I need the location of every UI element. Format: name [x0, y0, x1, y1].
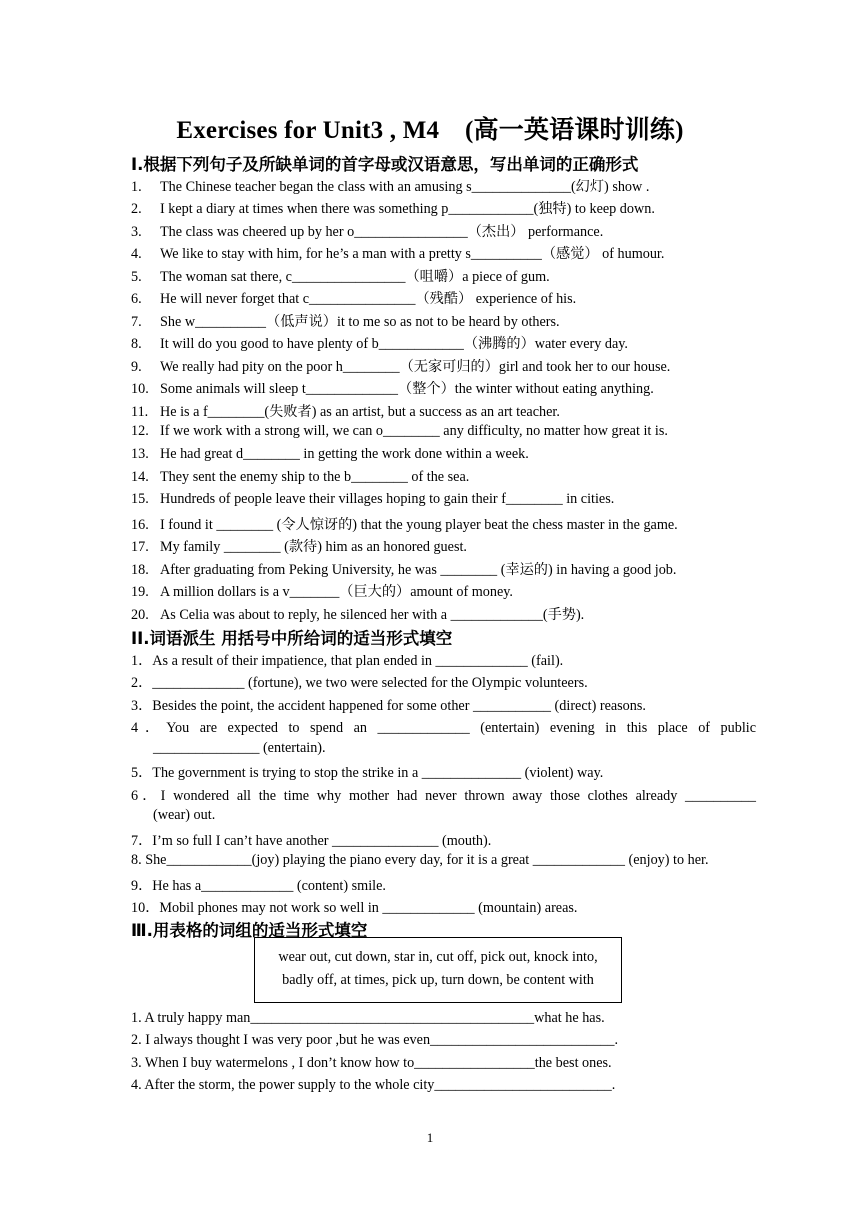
exercise-item: 4．You are expected to spend an _____________ (entertain) evening in this place of public [131, 720, 756, 736]
item-number: 13. [131, 446, 149, 462]
phrase-box-line: wear out, cut down, star in, cut off, pick out, knock into, [278, 949, 598, 965]
exercise-item: 5．The government is trying to stop the strike in a ______________ (violent) way. [131, 765, 604, 781]
item-number: 2. [131, 201, 142, 217]
section-2-heading: II.词语派生 用括号中所给词的适当形式填空 [131, 629, 453, 648]
item-text: He will never forget that c_______________（残酷） experience of his. [160, 291, 577, 307]
item-number: 1. [131, 179, 142, 195]
exercise-item-continuation: (wear) out. [153, 807, 216, 823]
exercise-item [131, 423, 756, 440]
item-number: 17. [131, 539, 149, 555]
page-title: Exercises for Unit3 , M4 (高一英语课时训练) [176, 117, 684, 144]
item-text: Some animals will sleep t_____________（整个）the winter without eating anything. [160, 381, 654, 397]
item-text: The Chinese teacher began the class with an amusing s______________(幻灯) show . [160, 179, 650, 195]
item-text: They sent the enemy ship to the b________ of the sea. [160, 469, 470, 485]
item-text: He had great d________ in getting the work done within a week. [160, 446, 529, 462]
exercise-item [131, 378, 756, 398]
exercise-item [131, 491, 756, 508]
section-1-heading: I.根据下列句子及所缺单词的首字母或汉语意思，写出单词的正确形式 [131, 155, 639, 174]
exercise-item: 2．_____________ (fortune), we two were selected for the Olympic volunteers. [131, 675, 588, 691]
item-text: Hundreds of people leave their villages hoping to gain their f________ in cities. [160, 491, 615, 507]
exercise-item-continuation: _______________ (entertain). [153, 740, 326, 756]
exercise-item [131, 581, 756, 601]
exercise-item [131, 221, 756, 241]
item-text: We really had pity on the poor h________（无家可归的）girl and took her to our house. [160, 359, 671, 375]
exercise-item [131, 333, 756, 353]
item-number: 20. [131, 607, 149, 623]
item-number: 3. [131, 224, 142, 240]
exercise-item: 9．He has a_____________ (content) smile. [131, 878, 386, 894]
item-number: 7. [131, 314, 142, 330]
section-3-heading: Ⅲ.用表格的词组的适当形式填空 [131, 921, 368, 940]
item-text: A million dollars is a v_______（巨大的）amount of money. [160, 584, 513, 600]
item-number: 14. [131, 469, 149, 485]
exercise-item [131, 559, 756, 579]
item-number: 9. [131, 359, 142, 375]
item-text: The woman sat there, c________________（咀嚼）a piece of gum. [160, 269, 550, 285]
item-number: 6. [131, 291, 142, 307]
exercise-item: 4. After the storm, the power supply to the whole city_________________________. [131, 1077, 616, 1093]
item-number: 8. [131, 336, 142, 352]
exercise-item: 1．As a result of their impatience, that plan ended in _____________ (fail). [131, 653, 564, 669]
exercise-item [131, 536, 756, 556]
item-text: The class was cheered up by her o________________（杰出） performance. [160, 224, 604, 240]
exercise-item: 2. I always thought I was very poor ,but he was even__________________________. [131, 1032, 619, 1048]
item-text: My family ________ (款待) him as an honored guest. [160, 539, 467, 555]
item-text: I kept a diary at times when there was something p____________(独特) to keep down. [160, 201, 655, 217]
item-number: 18. [131, 562, 149, 578]
item-text: We like to stay with him, for he’s a man with a pretty s__________（感觉） of humour. [160, 246, 665, 262]
item-number: 4. [131, 246, 142, 262]
exercise-item [131, 604, 756, 624]
exercise-item [131, 401, 756, 421]
item-number: 10. [131, 381, 149, 397]
item-text: I found it ________ (令人惊讶的) that the young player beat the chess master in the game. [160, 517, 678, 533]
exercise-item [131, 446, 756, 463]
exercise-item [131, 176, 756, 196]
exercise-item [131, 266, 756, 286]
exercise-item: 10．Mobil phones may not work so well in _____________ (mountain) areas. [131, 900, 578, 916]
item-text: He is a f________(失败者) as an artist, but a success as an art teacher. [160, 404, 560, 420]
exercise-item: 6．I wondered all the time why mother had never thrown away those clothes already __________ [131, 788, 756, 804]
page-number: 1 [426, 1130, 434, 1145]
item-text: She w__________（低声说）it to me so as not to be heard by others. [160, 314, 560, 330]
item-number: 19. [131, 584, 149, 600]
item-number: 11. [131, 404, 149, 420]
item-text: After graduating from Peking University, he was ________ (幸运的) in having a good job. [160, 562, 677, 578]
exercise-item: 7．I’m so full I can’t have another _______________ (mouth). [131, 833, 492, 849]
item-number: 5. [131, 269, 142, 285]
exercise-item [131, 514, 756, 534]
exercise-item [131, 198, 756, 218]
phrase-box-line: badly off, at times, pick up, turn down, be content with [282, 972, 594, 988]
exercise-item [131, 243, 756, 263]
exercise-item [131, 311, 756, 331]
item-number: 15. [131, 491, 149, 507]
exercise-item: 8. She____________(joy) playing the piano every day, for it is a great _____________ (enjoy) to her. [131, 852, 709, 868]
exercise-item [131, 356, 756, 376]
exercise-item: 1. A truly happy man________________________________________what he has. [131, 1010, 605, 1026]
exercise-item [131, 469, 756, 486]
item-text: As Celia was about to reply, he silenced her with a _____________(手势). [160, 607, 585, 623]
item-number: 12. [131, 423, 149, 439]
exercise-item: 3. When I buy watermelons , I don’t know how to_________________the best ones. [131, 1055, 612, 1071]
exercise-item: 3．Besides the point, the accident happened for some other ___________ (direct) reasons. [131, 698, 646, 714]
item-text: It will do you good to have plenty of b____________（沸腾的）water every day. [160, 336, 628, 352]
phrase-box [254, 937, 622, 1003]
exercise-item [131, 288, 756, 308]
item-text: If we work with a strong will, we can o________ any difficulty, no matter how great it is. [160, 423, 668, 439]
item-number: 16. [131, 517, 149, 533]
